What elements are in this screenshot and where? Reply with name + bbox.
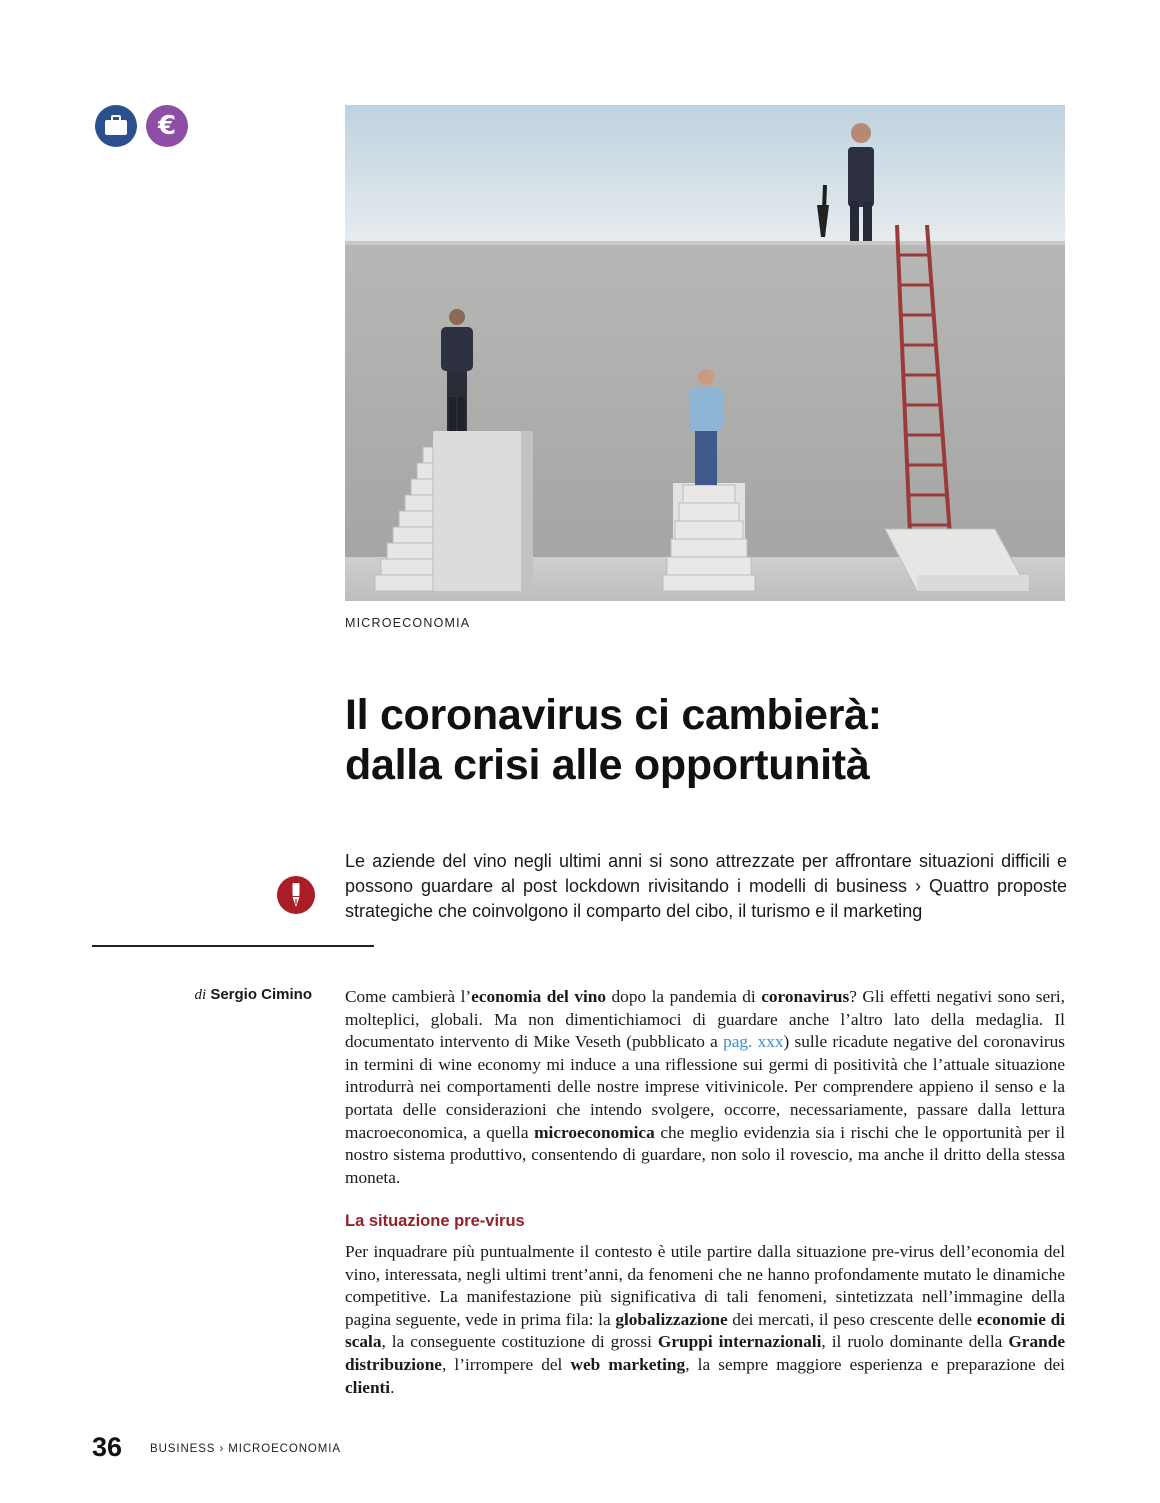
bold-term: microeconomica: [534, 1122, 655, 1142]
bold-term: economie di scala: [345, 1309, 1065, 1352]
bold-term: web marketing: [570, 1354, 686, 1374]
headline-line-2: dalla crisi alle opportunità: [345, 741, 870, 789]
article-headline: [345, 690, 1105, 790]
lead-paragraph: Le aziende del vino negli ultimi anni si sono attrezzate per affrontare situazioni difficili e possono guardare al post lockdown rivisitando i modelli di business › Quattro proposte strategiche che coinvolgono il comparto del cibo, il turismo e il marketing: [345, 851, 1067, 921]
running-head: BUSINESS › MICROECONOMIA: [150, 1443, 341, 1455]
bold-term: Grande distribuzione: [345, 1332, 1065, 1374]
pen-icon: [277, 876, 315, 914]
body-paragraph-2: Per inquadrare più puntualmente il contesto è utile partire dalla situazione pre-virus dell’economia del vino, interessata, negli ultimi trent’anni, da fenomeni che ne hanno profondamente mutato le dinamiche competitive. La manifestazione più significativa di tali fenomeni, sintetizzata nell’immagine della pagina seguente, vede in prima fila: la globalizzazione dei mercati, il peso crescente delle economie di scala, la conseguente costituzione di grossi Gruppi internazionali, il ruolo dominante della Grande distribuzione, l’irrompere del web marketing, la sempre maggiore esperienza e preparazione dei clienti.: [345, 1242, 1065, 1397]
section-tag: MICROECONOMIA: [345, 616, 471, 630]
page-reference-link[interactable]: pag. xxx: [723, 1032, 784, 1052]
byline-prefix: di: [194, 987, 207, 1003]
byline: [194, 986, 312, 1004]
page-number: 36: [92, 1432, 123, 1462]
briefcase-icon: [95, 105, 137, 147]
body-paragraph-1: Come cambierà l’economia del vino dopo la pandemia di coronavirus? Gli effetti negativi sono seri, molteplici, globali. Ma non dimentichiamoci di guardare anche l’altro lato della medaglia. Il documentato intervento di Mike Veseth (pubblicato a pag. xxx) sulle ricadute negative del coronavirus in termini di wine economy mi induce a una riflessione sui germi di positività che l’attuale situazione introdurrà nei comportamenti delle nostre imprese vitivinicole. Per comprendere appieno il senso e la portata delle considerazioni che intendo svolgere, occorre, necessariamente, passare dalla lettura macroeconomica, a quella microeconomica che meglio evidenzia sia i rischi che le opportunità per il nostro sistema produttivo, consentendo di guardare, non solo il rovescio, ma anche il dritto della stessa moneta.: [345, 987, 1066, 1187]
bold-term: Gruppi internazionali: [657, 1332, 822, 1352]
euro-icon: €: [146, 105, 188, 147]
bold-term: globalizzazione: [615, 1309, 728, 1329]
divider: [92, 945, 374, 947]
bold-term: clienti: [345, 1377, 391, 1397]
bold-term: economia del vino: [471, 987, 607, 1006]
hero-illustration: [345, 105, 1065, 601]
headline-line-1: Il coronavirus ci cambierà:: [345, 691, 882, 739]
author-name: Sergio Cimino: [210, 986, 312, 1003]
bold-term: coronavirus: [761, 987, 850, 1006]
section-subhead: La situazione pre-virus: [345, 1212, 525, 1230]
